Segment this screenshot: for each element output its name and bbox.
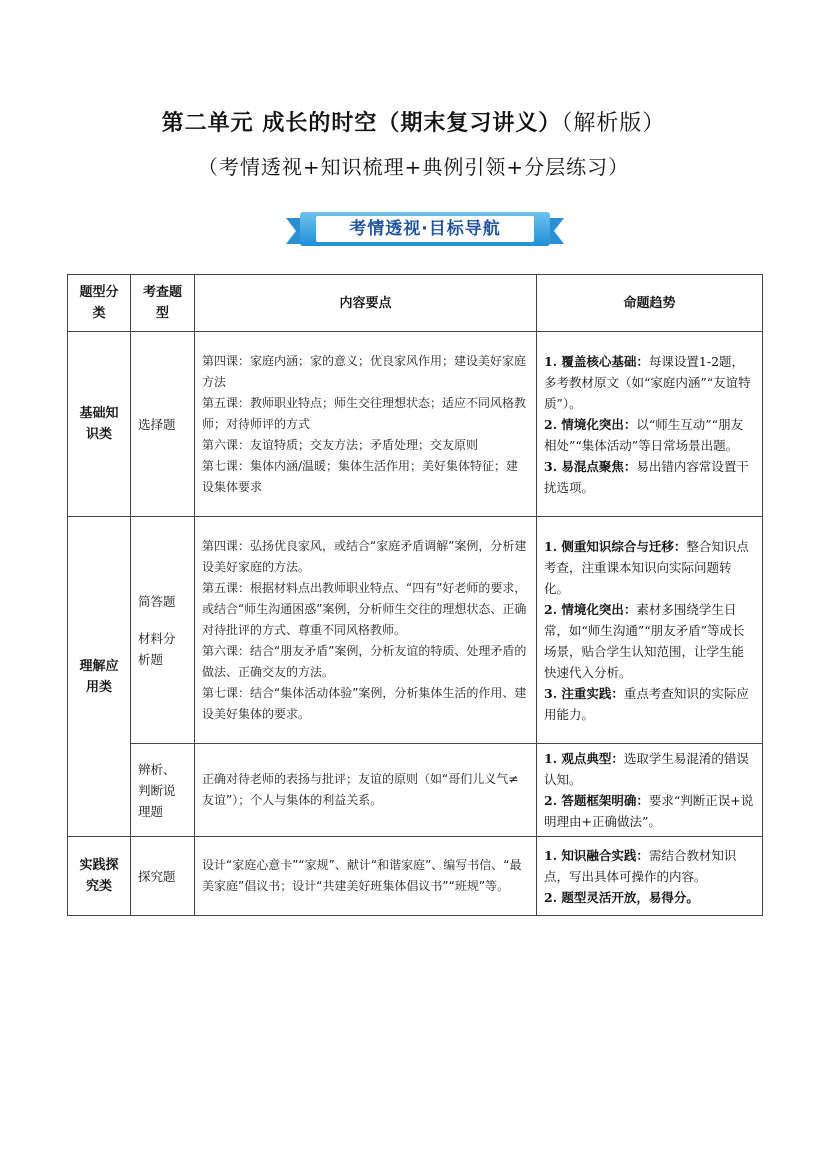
trend-item: 1. 观点典型：选取学生易混淆的错误认知。 [544, 751, 749, 787]
header-content: 内容要点 [195, 275, 537, 332]
content-point: 第五课：教师职业特点；师生交往理想状态；适应不同风格教师；对待师评的方式 [202, 395, 527, 431]
trend-item: 1. 覆盖核心基础：每课设置1-2题，多考教材原文（如“家庭内涵”“友谊特质”）。 [544, 353, 751, 411]
title-suffix: （解析版） [561, 111, 666, 136]
content-point: 第四课：家庭内涵；家的意义；优良家风作用；建设美好家庭方法 [202, 353, 527, 389]
header-types: 考查题型 [131, 275, 195, 332]
types-cell: 探究题 [131, 837, 195, 916]
content-point: 第五课：根据材料点出教师职业特点、“四有”好老师的要求，或结合“师生沟通困惑”案例，分析师生交往的理想状态、正确对待批评的方式、尊重不同风格教师。 [202, 580, 527, 637]
trend-item: 1. 知识融合实践：需结合教材知识点，写出具体可操作的内容。 [544, 847, 737, 884]
trend-item: 2. 答题框架明确：要求“判断正误+说明理由+正确做法”。 [544, 793, 754, 829]
content-point: 第六课：结合“朋友矛盾”案例，分析友谊的特质、处理矛盾的做法、正确交友的方法。 [202, 643, 527, 679]
types-cell: 选择题 [131, 332, 195, 517]
content-cell [195, 517, 537, 744]
content-point: 设计“家庭心意卡”“家规”、献计“和谐家庭”、编写书信、“最美家庭”倡议书；设计“共建美好班集体倡议书”“班规”等。 [202, 858, 522, 893]
table-row [68, 744, 763, 837]
trend-cell [537, 332, 763, 517]
content-cell [195, 744, 537, 837]
trend-cell [537, 517, 763, 744]
table-row [68, 332, 763, 517]
trend-item: 2. 情境化突出：素材多围绕学生日常，如“师生沟通”“朋友矛盾”等成长场景，贴合学生认知范围，让学生能快速代入分析。 [544, 601, 745, 680]
section-banner [286, 204, 564, 254]
content-point: 第七课：集体内涵/温暖；集体生活作用；美好集体特征；建设集体要求 [202, 458, 519, 494]
category-cell: 基础知识类 [68, 332, 131, 517]
types-cell: 辨析、判断说理题 [131, 744, 195, 837]
trend-item: 3. 注重实践：重点考查知识的实际应用能力。 [544, 685, 749, 722]
header-category: 题型分类 [68, 275, 131, 332]
category-cell: 实践探究类 [68, 837, 131, 916]
page-subtitle: （考情透视+知识梳理+典例引领+分层练习） [197, 155, 630, 179]
trend-item: 2. 情境化突出：以“师生互动”“朋友相处”“集体活动”等日常场景出题。 [544, 416, 744, 453]
content-point: 正确对待老师的表扬与批评；友谊的原则（如“哥们儿义气≠友谊”）；个人与集体的利益关系。 [202, 772, 519, 807]
title-main: 第二单元 成长的时空（期末复习讲义） [161, 110, 562, 136]
banner-text: 考情透视·目标导航 [349, 219, 501, 239]
category-cell: 理解应用类 [68, 517, 131, 837]
trend-item: 3. 易混点聚焦：易出错内容常设置干扰选项。 [544, 458, 749, 495]
page-title [0, 106, 827, 137]
content-cell [195, 837, 537, 916]
exam-analysis-table [67, 274, 763, 916]
trend-item: 2. 题型灵活开放，易得分。 [544, 889, 699, 905]
table-header-row [68, 275, 763, 332]
content-point: 第七课：结合“集体活动体验”案例，分析集体生活的作用、建设美好集体的要求。 [202, 685, 527, 721]
table-row [68, 837, 763, 916]
content-cell [195, 332, 537, 517]
content-point: 第四课：弘扬优良家风，或结合“家庭矛盾调解”案例，分析建设美好家庭的方法。 [202, 538, 527, 574]
types-cell: 简答题 材料分析题 [131, 517, 195, 744]
trend-cell [537, 744, 763, 837]
table-row [68, 517, 763, 744]
content-point: 第六课：友谊特质；交友方法；矛盾处理；交友原则 [202, 437, 479, 452]
trend-item: 1. 侧重知识综合与迁移：整合知识点考查，注重课本知识向实际问题转化。 [544, 538, 749, 596]
header-trends: 命题趋势 [537, 275, 763, 332]
trend-cell [537, 837, 763, 916]
